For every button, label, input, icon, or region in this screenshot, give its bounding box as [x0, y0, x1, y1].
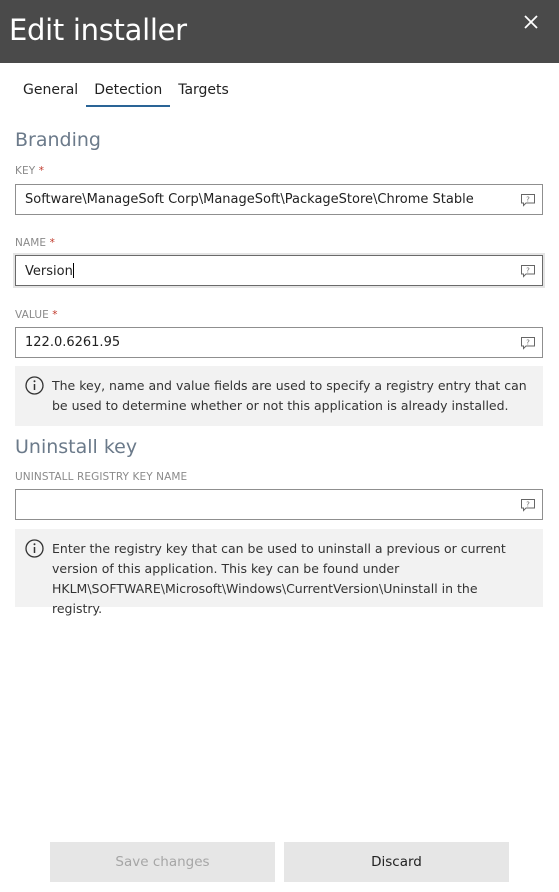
branding-info-text: The key, name and value fields are used to specify a registry entry that can be used to determine whether or not this application is already installed. — [52, 378, 527, 413]
name-field-label — [15, 237, 55, 249]
uninstall-field-label: UNINSTALL REGISTRY KEY NAME — [15, 471, 188, 483]
save-changes-button[interactable]: Save changes — [50, 842, 275, 882]
svg-text:?: ? — [526, 266, 530, 275]
value-field-label — [15, 309, 58, 321]
comment-icon[interactable] — [520, 336, 536, 350]
uninstall-info-text: Enter the registry key that can be used to uninstall a previous or current version of this application. This key can be found under HKLM\SOFTWARE\Microsoft\Windows\CurrentVersion\Uninstall in the registry. — [52, 541, 506, 616]
value-field-value: 122.0.6261.95 — [25, 335, 121, 350]
info-icon — [25, 539, 44, 558]
branding-section-title: Branding — [15, 129, 101, 151]
name-field-value-wrap — [25, 263, 74, 279]
info-icon — [25, 376, 44, 395]
comment-icon[interactable] — [520, 193, 536, 207]
uninstall-key-field[interactable] — [15, 489, 543, 520]
key-field-label — [15, 165, 44, 177]
uninstall-section-title: Uninstall key — [15, 436, 138, 458]
dialog-title: Edit installer — [9, 13, 187, 47]
text-caret — [73, 263, 74, 278]
comment-icon[interactable] — [520, 498, 536, 512]
name-field[interactable] — [15, 255, 543, 286]
value-label-text: VALUE — [15, 309, 49, 321]
value-required-mark: * — [52, 309, 58, 321]
key-required-mark: * — [38, 165, 45, 177]
name-field-value: Version — [25, 264, 73, 279]
value-field[interactable] — [15, 327, 543, 358]
svg-text:?: ? — [526, 500, 530, 509]
tab-general[interactable]: General — [23, 82, 79, 98]
uninstall-info-box — [15, 529, 543, 616]
key-field-value: Software\ManageSoft Corp\ManageSoft\PackageStore\Chrome Stable — [25, 192, 474, 207]
comment-icon[interactable] — [520, 264, 536, 278]
name-required-mark: * — [49, 237, 55, 249]
close-icon[interactable] — [521, 12, 541, 32]
svg-text:?: ? — [526, 195, 530, 204]
tab-targets[interactable]: Targets — [178, 82, 229, 98]
tab-detection[interactable]: Detection — [86, 76, 170, 107]
name-label-text: NAME — [15, 237, 47, 249]
branding-info-box — [15, 366, 543, 426]
dialog-header — [0, 0, 559, 63]
key-field[interactable] — [15, 184, 543, 215]
tab-bar — [15, 76, 237, 108]
svg-text:?: ? — [526, 338, 530, 347]
discard-button[interactable]: Discard — [284, 842, 509, 882]
key-label-text: KEY — [15, 165, 36, 177]
